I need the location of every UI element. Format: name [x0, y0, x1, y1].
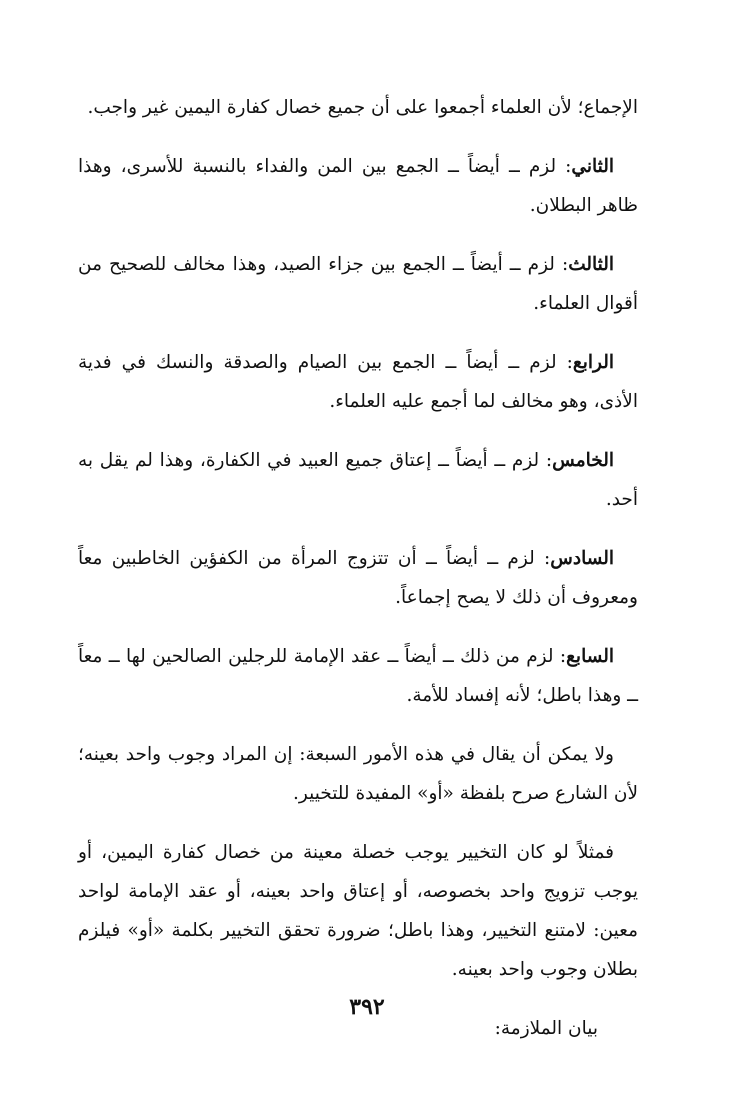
- paragraph-6: [78, 539, 638, 617]
- paragraph-6-lead: السادس: [550, 548, 614, 569]
- paragraph-2: [78, 147, 638, 225]
- paragraph-8: [78, 735, 638, 813]
- paragraph-5: [78, 441, 638, 519]
- paragraph-7-text: : لزم من ذلك ــ أيضاً ــ عقد الإمامة للرجلين الصالحين لها ــ معاً ــ وهذا باطل؛ لأنه إفساد للأمة.: [78, 646, 638, 706]
- paragraph-9: [78, 833, 638, 989]
- paragraph-9-text: فمثلاً لو كان التخيير يوجب خصلة معينة من خصال كفارة اليمين، أو يوجب تزويج واحد بخصوصه، أو إعتاق واحد بعينه، أو عقد الإمامة لواحد معين: لامتنع التخيير، وهذا باطل؛ ضرورة تحقق التخيير بكلمة «أو» فيلزم بطلان وجوب واحد بعينه.: [78, 842, 638, 980]
- page-body: [78, 88, 638, 1048]
- paragraph-7-lead: السابع: [566, 646, 614, 667]
- paragraph-3: [78, 245, 638, 323]
- paragraph-4-lead: الرابع: [572, 352, 614, 373]
- paragraph-2-text: : لزم ــ أيضاً ــ الجمع بين المن والفداء بالنسبة للأسرى، وهذا ظاهر البطلان.: [78, 156, 638, 216]
- paragraph-1: [78, 88, 638, 127]
- paragraph-1-text: الإجماع؛ لأن العلماء أجمعوا على أن جميع خصال كفارة اليمين غير واجب.: [87, 97, 638, 118]
- paragraph-7: [78, 637, 638, 715]
- page-number: ٣٩٢: [349, 994, 385, 1020]
- paragraph-2-lead: الثاني: [571, 156, 614, 177]
- paragraph-5-text: : لزم ــ أيضاً ــ إعتاق جميع العبيد في الكفارة، وهذا لم يقل به أحد.: [78, 450, 638, 510]
- paragraph-3-text: : لزم ــ أيضاً ــ الجمع بين جزاء الصيد، وهذا مخالف للصحيح من أقوال العلماء.: [78, 254, 638, 314]
- section-heading: بيان الملازمة:: [494, 1018, 598, 1039]
- paragraph-8-text: ولا يمكن أن يقال في هذه الأمور السبعة: إن المراد وجوب واحد بعينه؛ لأن الشارع صرح بلفظة «أو» المفيدة للتخيير.: [78, 744, 638, 804]
- paragraph-4-text: : لزم ــ أيضاً ــ الجمع بين الصيام والصدقة والنسك في فدية الأذى، وهو مخالف لما أجمع عليه العلماء.: [78, 352, 638, 412]
- paragraph-5-lead: الخامس: [552, 450, 614, 471]
- paragraph-6-text: : لزم ــ أيضاً ــ أن تتزوج المرأة من الكفؤين الخاطبين معاً ومعروف أن ذلك لا يصح إجماعاً.: [78, 548, 638, 608]
- paragraph-4: [78, 343, 638, 421]
- paragraph-3-lead: الثالث: [568, 254, 614, 275]
